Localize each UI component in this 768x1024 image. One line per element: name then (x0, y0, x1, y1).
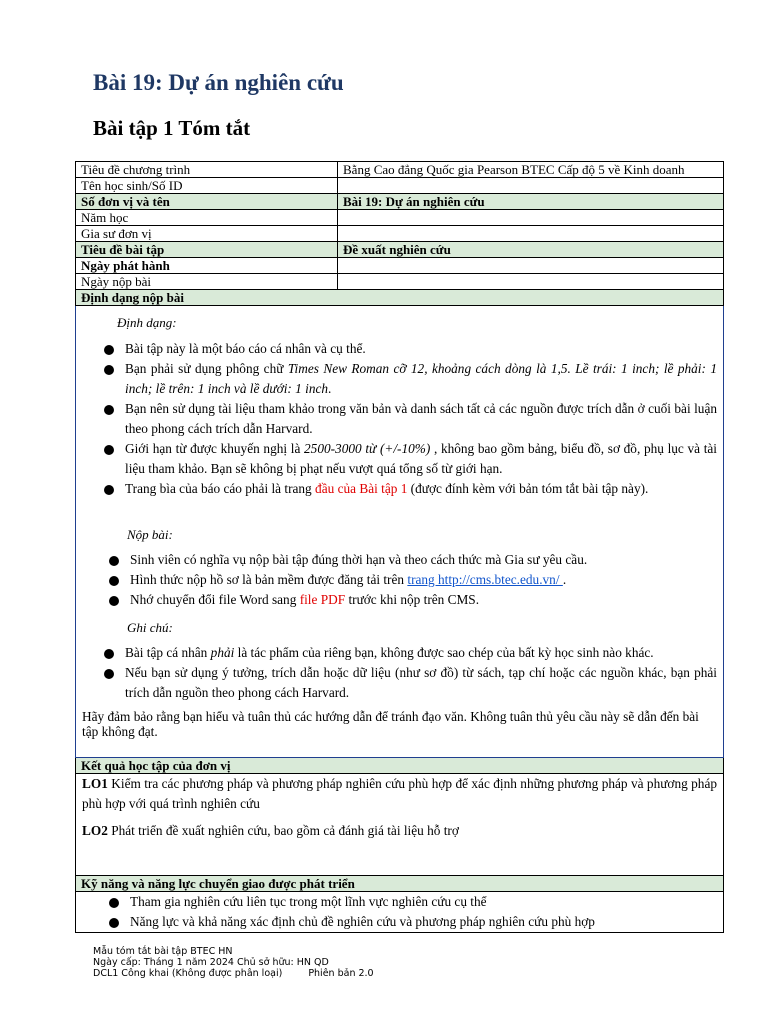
list-item: Bài tập cá nhân phải là tác phẩm của riêng bạn, không được sao chép của bất kỳ học sinh nào khác. (82, 643, 717, 663)
info-label: Tên học sinh/Số ID (76, 178, 338, 194)
footer-version: Phiên bản 2.0 (308, 968, 374, 979)
info-value (338, 178, 724, 194)
page-title: Bài 19: Dự án nghiên cứu (93, 70, 344, 95)
list-item: Tham gia nghiên cứu liên tục trong một lĩnh vực nghiên cứu cụ thể (82, 892, 717, 912)
info-row (76, 226, 724, 242)
plagiarism-warning: Hãy đảm bảo rằng bạn hiểu và tuân thủ các hướng dẫn để tránh đạo văn. Không tuân thủ yêu cầu này sẽ dẫn đến bài tập không đạt. (82, 709, 699, 739)
info-row (76, 178, 724, 194)
list-item: Bạn phải sử dụng phông chữ Times New Roman cỡ 12, khoảng cách dòng là 1,5. Lề trái: 1 inch; lề phải: 1 inch; lề trên: 1 inch và lề dưới: 1 inch. (82, 359, 717, 399)
format-list (82, 339, 717, 499)
info-label: Ngày nộp bài (76, 274, 338, 290)
submit-label: Nộp bài: (127, 527, 173, 542)
info-label: Ngày phát hành (76, 258, 338, 274)
skills-section (76, 892, 724, 933)
info-label: Tiêu đề chương trình (76, 162, 338, 178)
footer-line: Ngày cấp: Tháng 1 năm 2024 Chủ sở hữu: HN QD (93, 957, 329, 968)
skills-section-header: Kỹ năng và năng lực chuyển giao được phát triển (76, 876, 724, 892)
info-label: Gia sư đơn vị (76, 226, 338, 242)
format-label: Định dạng: (117, 315, 177, 330)
list-item: Hình thức nộp hồ sơ là bản mềm được đăng tải trên trang http://cms.btec.edu.vn/ . (82, 570, 717, 590)
list-item: Sinh viên có nghĩa vụ nộp bài tập đúng thời hạn và theo cách thức mà Gia sư yêu cầu. (82, 550, 717, 570)
list-item: Trang bìa của báo cáo phải là trang đầu của Bài tập 1 (được đính kèm với bản tóm tắt bài tập này). (82, 479, 717, 499)
info-value (338, 226, 724, 242)
submit-list (82, 550, 717, 610)
info-row (76, 274, 724, 290)
format-section-body (76, 306, 724, 758)
info-row (76, 210, 724, 226)
outcomes-section (76, 774, 724, 876)
outcomes-section-header: Kết quả học tập của đơn vị (76, 758, 724, 774)
format-section-header: Định dạng nộp bài (76, 290, 724, 306)
page-footer (93, 946, 374, 979)
info-value: Bài 19: Dự án nghiên cứu (338, 194, 724, 210)
info-row (76, 242, 724, 258)
page-subtitle: Bài tập 1 Tóm tắt (93, 116, 251, 140)
info-row (76, 162, 724, 178)
info-value: Đề xuất nghiên cứu (338, 242, 724, 258)
info-value (338, 274, 724, 290)
list-item: Năng lực và khả năng xác định chủ đề nghiên cứu và phương pháp nghiên cứu phù hợp (82, 912, 717, 932)
outcomes-section-body (76, 774, 724, 876)
info-row (76, 194, 724, 210)
section-header (76, 758, 724, 774)
footer-line: Mẫu tóm tắt bài tập BTEC HN (93, 946, 233, 957)
cms-link[interactable]: trang http://cms.btec.edu.vn/ (407, 572, 563, 587)
section-header (76, 876, 724, 892)
learning-outcome: LO2 Phát triển đề xuất nghiên cứu, bao gồm cả đánh giá tài liệu hỗ trợ (82, 823, 459, 838)
note-label: Ghi chú: (127, 620, 173, 635)
list-item: Nhớ chuyển đổi file Word sang file PDF trước khi nộp trên CMS. (82, 590, 717, 610)
info-value (338, 210, 724, 226)
note-list (82, 643, 717, 703)
footer-line: DCL1 Công khai (Không được phân loại) Phiên bản 2.0 (93, 968, 374, 979)
info-label: Tiêu đề bài tập (76, 242, 338, 258)
info-row (76, 258, 724, 274)
learning-outcome: LO1 Kiểm tra các phương pháp và phương pháp nghiên cứu phù hợp để xác định những phương pháp và phương pháp phù hợp với quá trình nghiên cứu (82, 776, 717, 811)
list-item: Giới hạn từ được khuyến nghị là 2500-3000 từ (+/-10%) , không bao gồm bảng, biểu đồ, sơ đồ, phụ lục và tài liệu tham khảo. Bạn sẽ không bị phạt nếu vượt quá tổng số từ giới hạn. (82, 439, 717, 479)
section-header (76, 290, 724, 306)
info-value: Bằng Cao đẳng Quốc gia Pearson BTEC Cấp độ 5 về Kinh doanh (338, 162, 724, 178)
list-item: Bạn nên sử dụng tài liệu tham khảo trong văn bản và danh sách tất cả các nguồn được trích dẫn ở cuối bài luận theo phong cách trích dẫn Harvard. (82, 399, 717, 439)
list-item: Bài tập này là một báo cáo cá nhân và cụ thể. (82, 339, 717, 359)
info-label: Năm học (76, 210, 338, 226)
format-section (76, 306, 724, 758)
skills-section-body (76, 892, 724, 933)
skills-list (82, 892, 717, 932)
info-label: Số đơn vị và tên (76, 194, 338, 210)
list-item: Nếu bạn sử dụng ý tưởng, trích dẫn hoặc dữ liệu (như sơ đồ) từ sách, tạp chí hoặc các nguồn khác, bạn phải trích dẫn nguồn theo phong cách Harvard. (82, 663, 717, 703)
assignment-brief-table (75, 161, 724, 933)
info-value (338, 258, 724, 274)
